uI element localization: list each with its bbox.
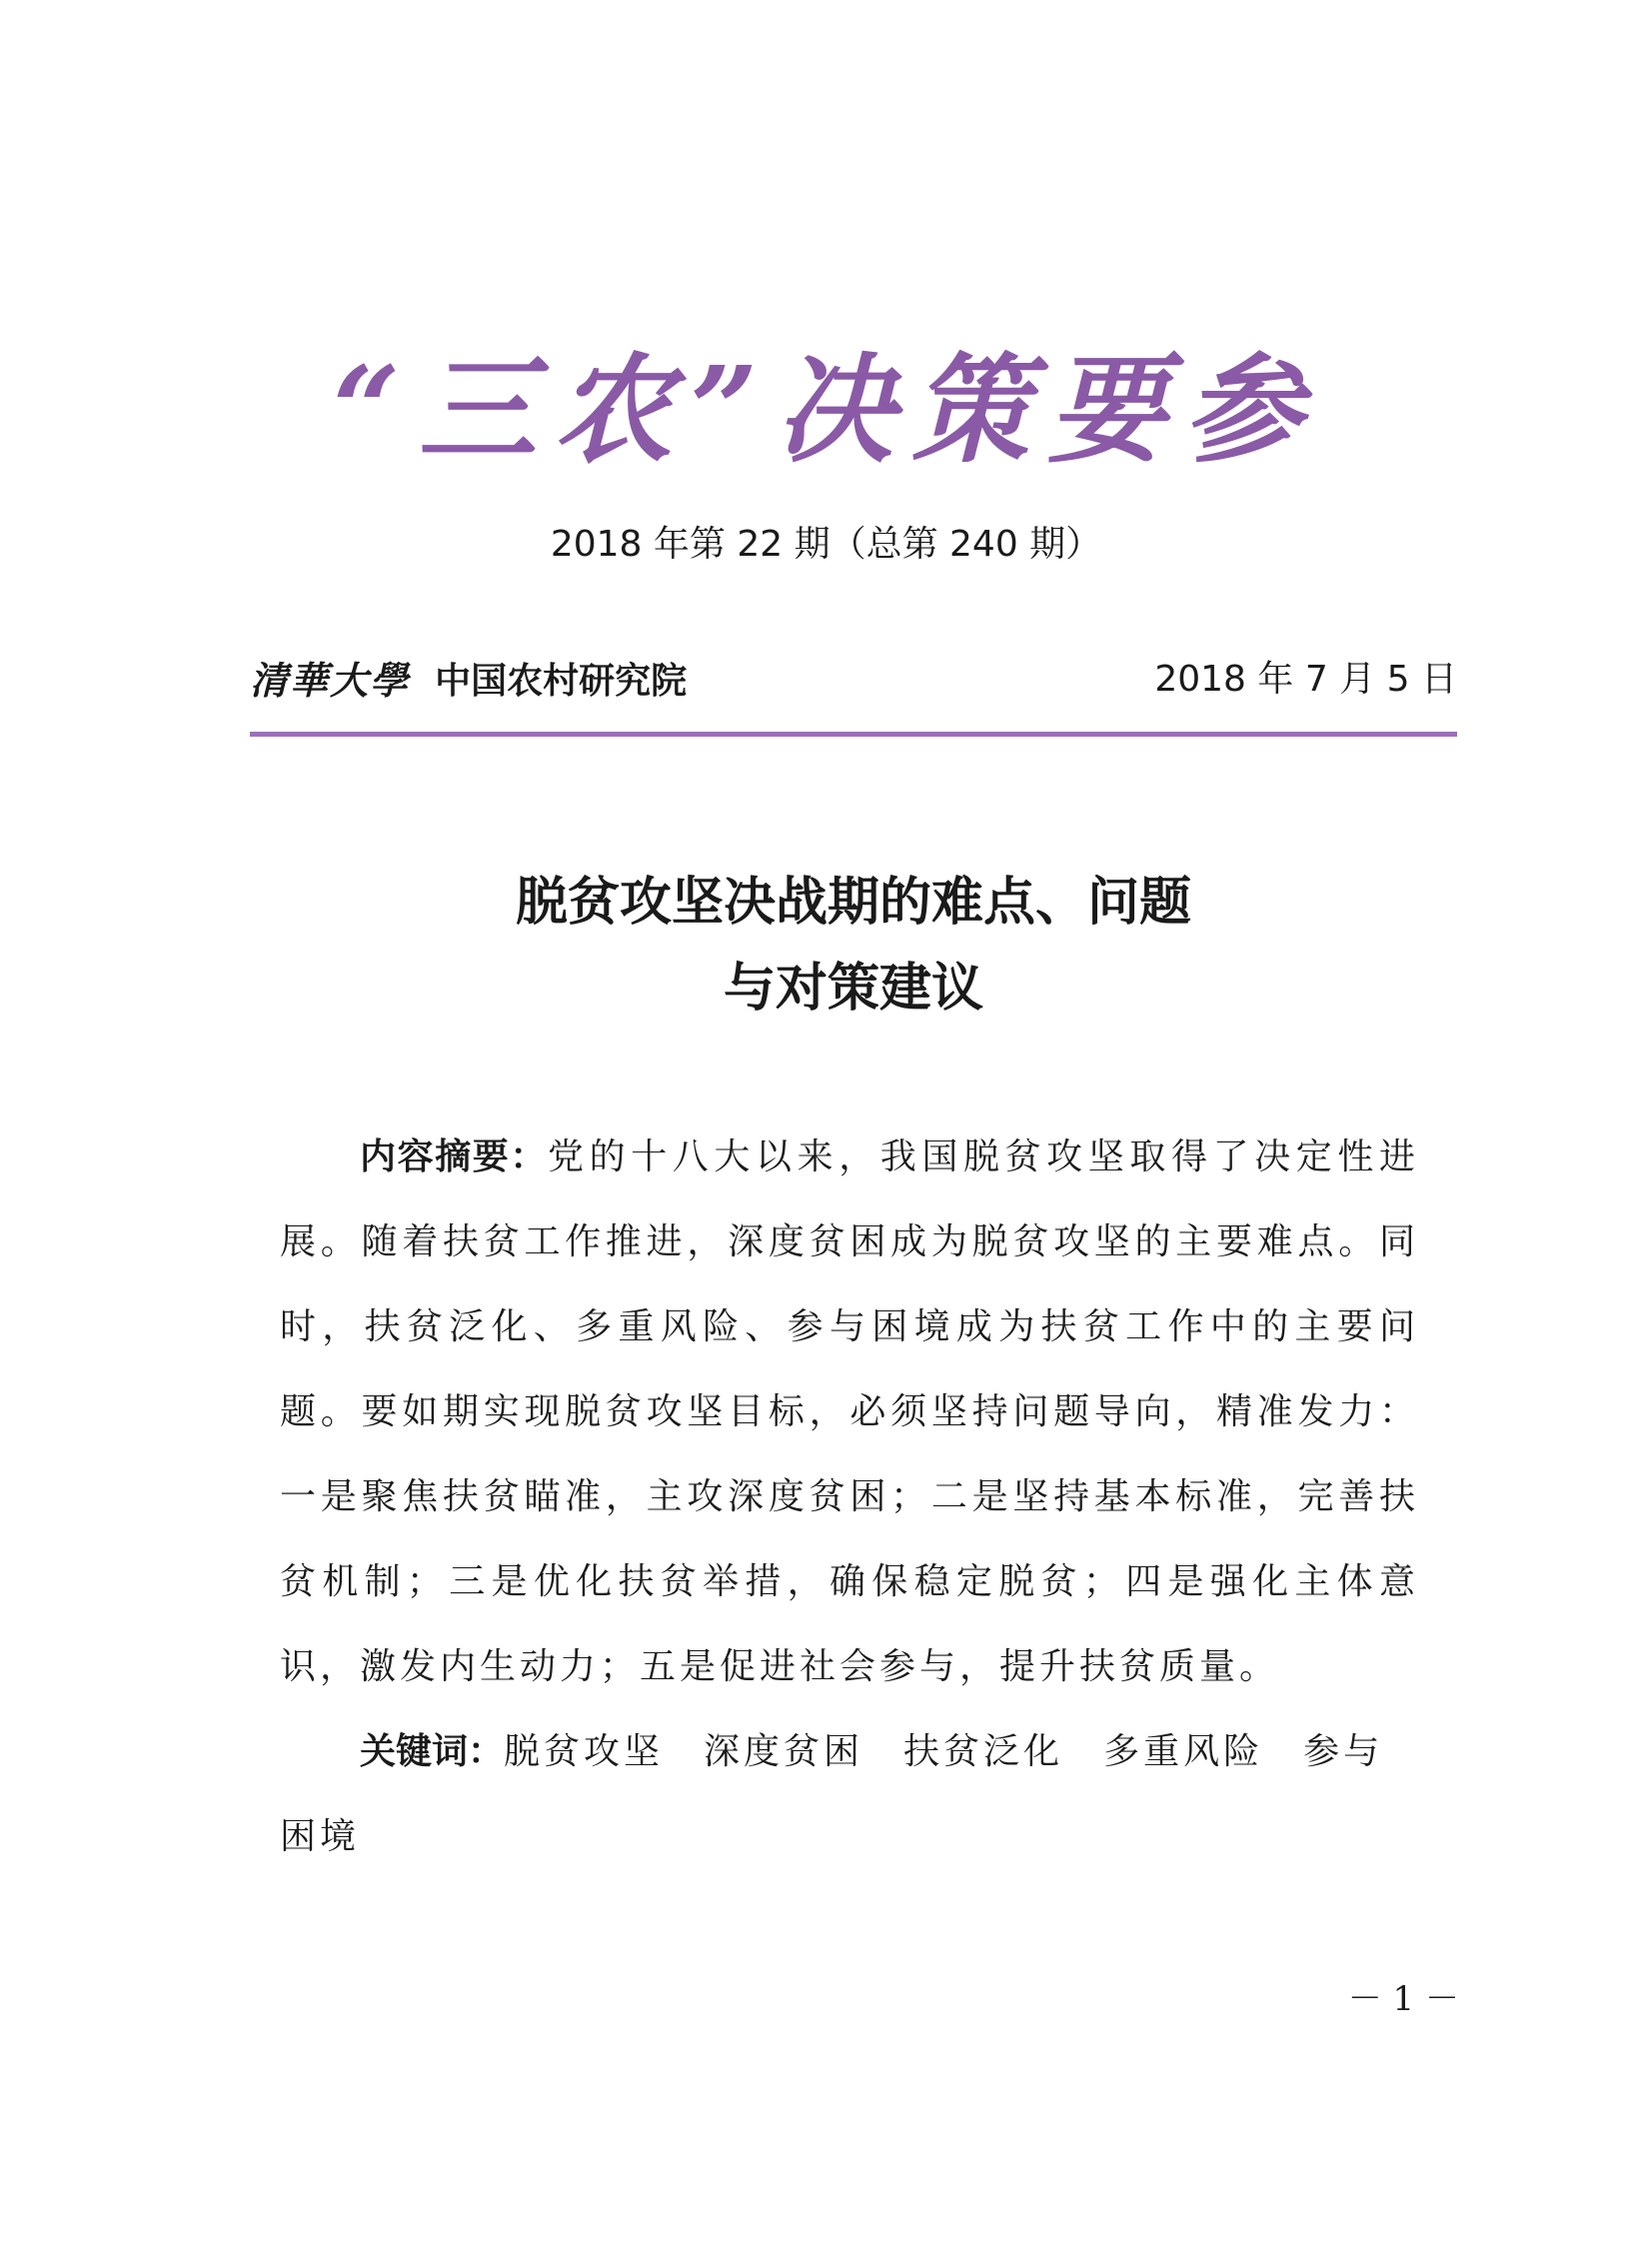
keyword: 脱贫攻坚 [504,1731,665,1772]
publication-date: 2018 年 7 月 5 日 [1154,659,1457,700]
abstract-text: 党的十八大以来，我国脱贫攻坚取得了决定性进展。随着扶贫工作推进，深度贫困成为脱贫攻坚的主要难点。同时，扶贫泛化、多重风险、参与困境成为扶贫工作中的主要问题。要如期实现脱贫攻坚目标，必须坚持问题导向，精准发力：一是聚焦扶贫瞄准，主攻深度贫困；二是坚持基本标准，完善扶贫机制；三是优化扶贫举措，确保稳定脱贫；四是强化主体意识，激发内生动力；五是促进社会参与，提升扶贫质量。 [280,1136,1419,1687]
publisher [250,650,687,711]
page-number: － 1 － [1347,1979,1459,2019]
abstract-paragraph [280,1115,1419,1709]
university-logo-text: 清華大學 [250,657,411,703]
abstract-label: 内容摘要： [360,1136,548,1177]
keywords-paragraph [280,1709,1419,1879]
publisher-row [250,650,1457,710]
header-divider [250,732,1457,737]
keyword: 扶贫泛化 [903,1731,1064,1772]
keyword: 深度贫困 [704,1731,864,1772]
title-line-1: 脱贫攻坚决战期的难点、问题 [515,872,1191,933]
article-title [250,860,1457,1032]
masthead-title: “三农”决策要参 [332,340,1320,479]
issue-number: 2018 年第 22 期（总第 240 期） [550,524,1102,565]
title-line-2: 与对策建议 [723,958,983,1019]
keywords-label: 关键词： [360,1731,505,1772]
keyword: 多重风险 [1103,1731,1264,1772]
keyword: 参与困境 [280,1731,1384,1857]
institute-name: 中国农村研究院 [435,659,688,702]
